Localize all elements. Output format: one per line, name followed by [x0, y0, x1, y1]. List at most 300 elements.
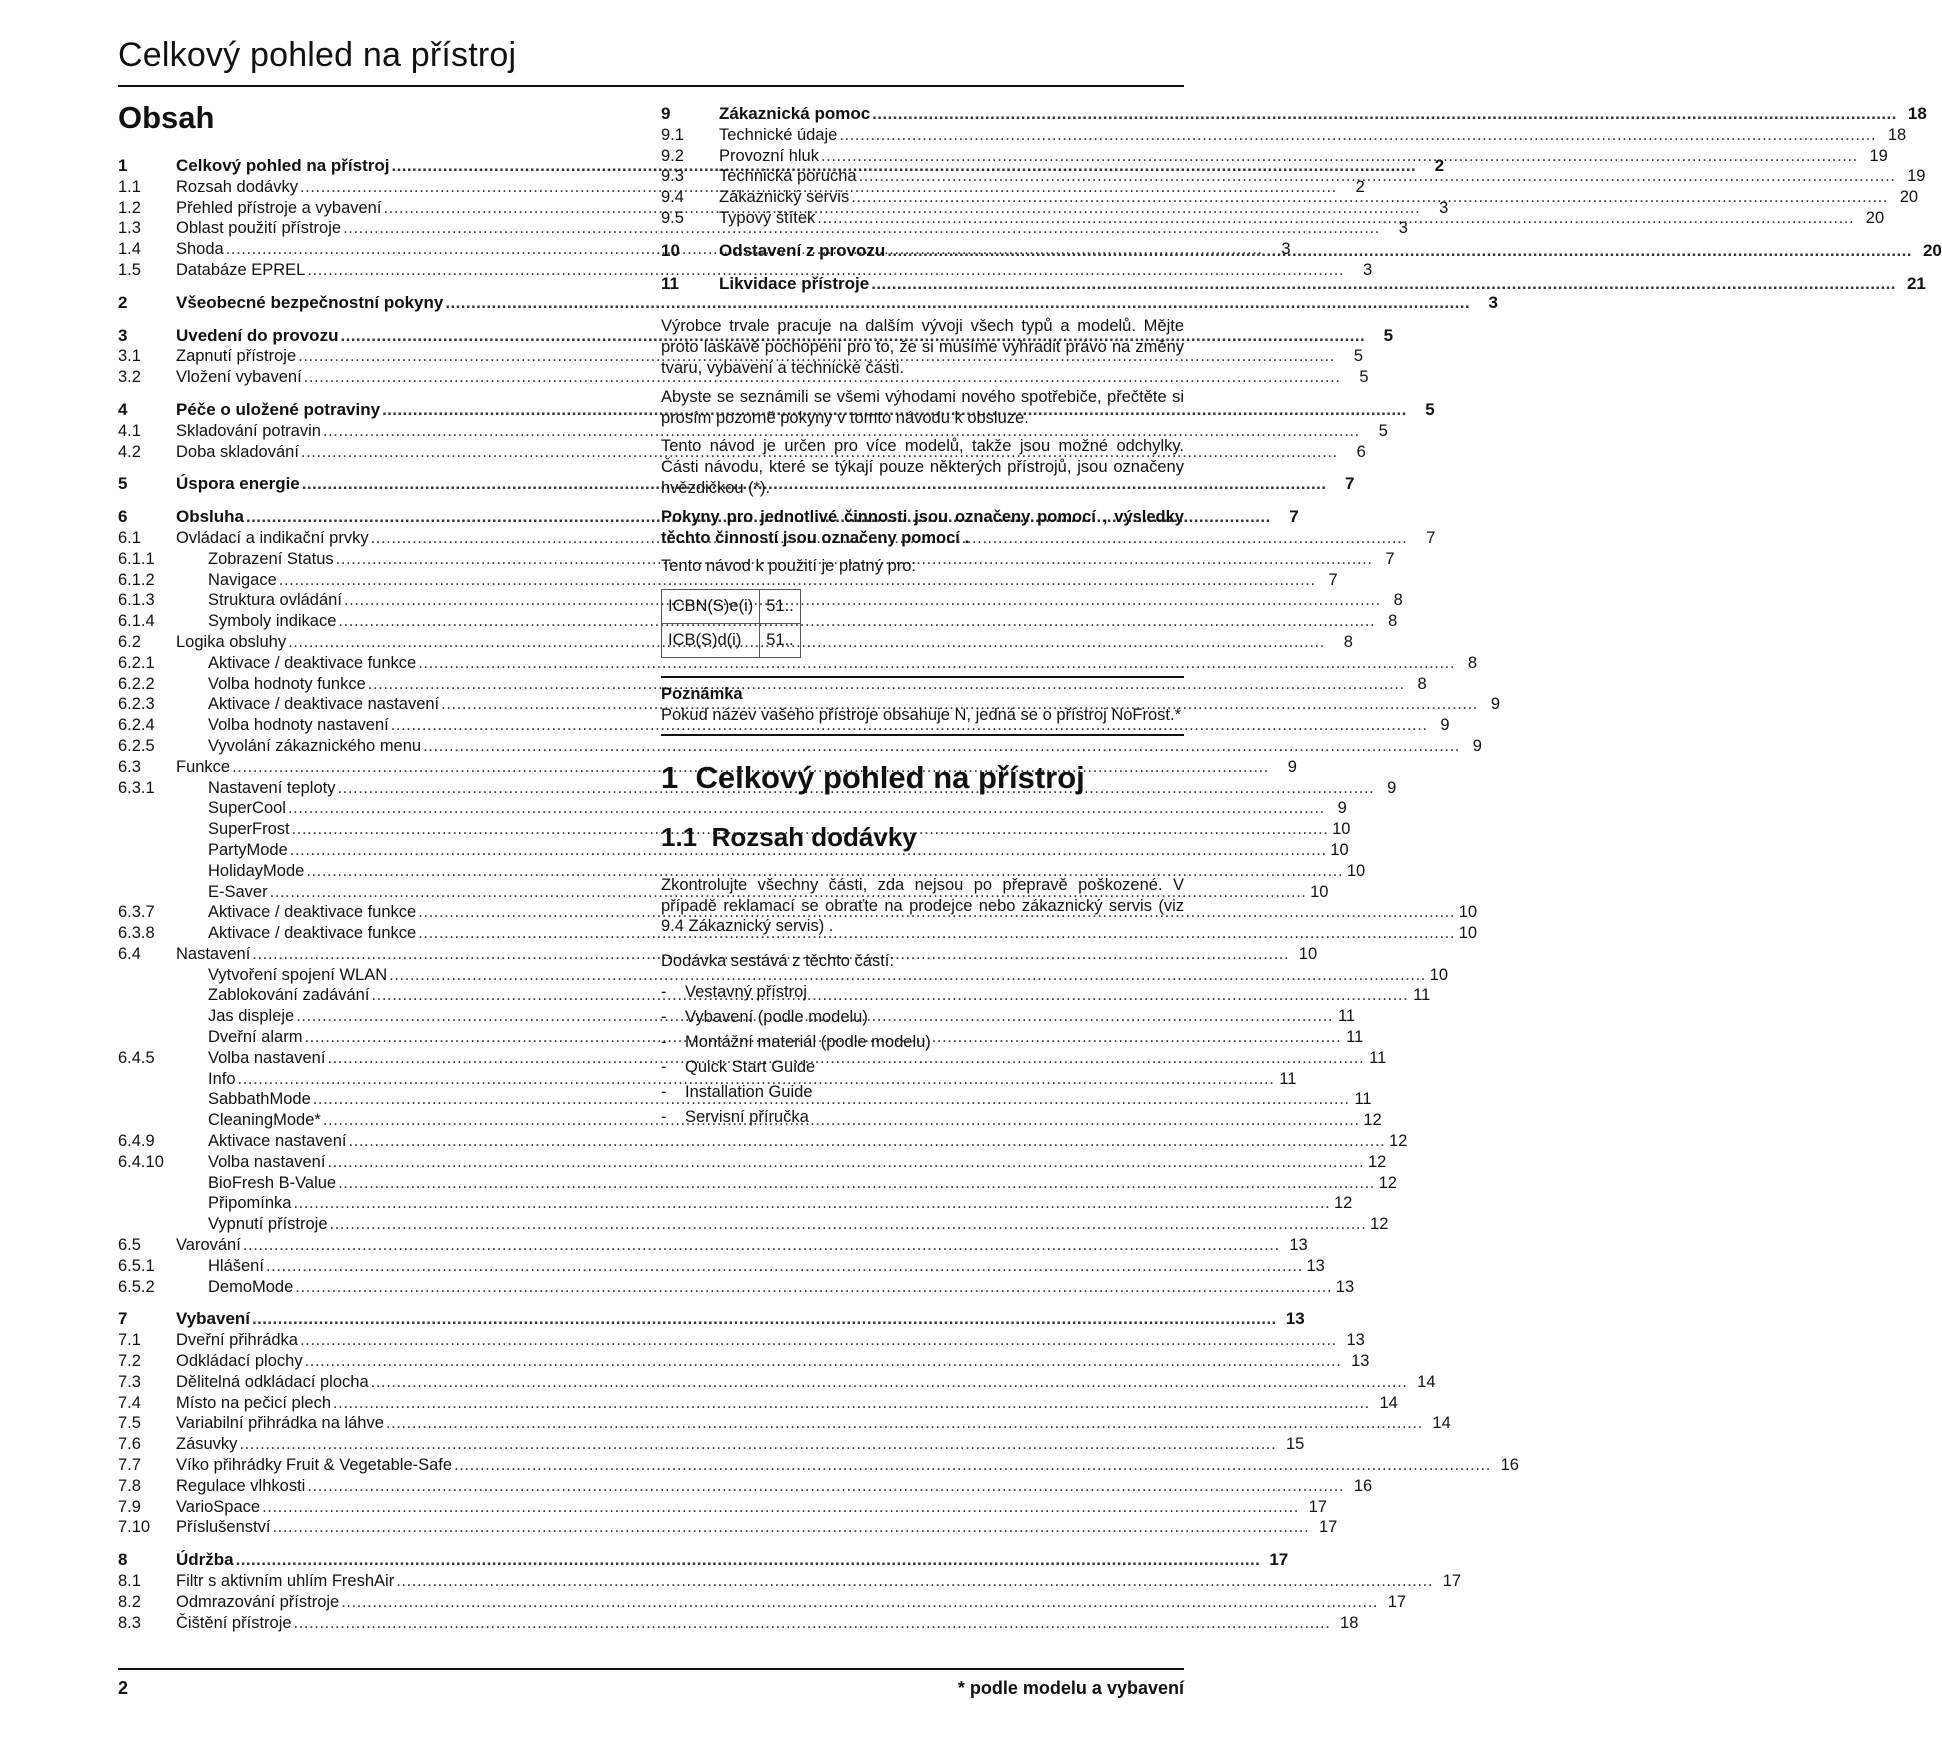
toc-entry-label: Všeobecné bezpečnostní pokyny — [176, 292, 444, 312]
toc-group — [118, 474, 1355, 495]
intro-paragraph-3: Tento návod je určen pro více modelů, takže jsou možné odchylky. Části návodu, které se týkají pouze některých přístrojů, jsou označeny hvězdičkou (*). — [661, 437, 1184, 497]
toc-entry[interactable] — [661, 104, 1927, 125]
toc-entry-label: Vypnutí přístroje — [208, 1215, 328, 1234]
toc-entry-label: Údržba — [176, 1550, 234, 1570]
toc-leader-dots — [300, 1330, 1337, 1351]
validity-row — [662, 590, 801, 624]
toc-entry-number: 8 — [118, 1550, 128, 1570]
list-dash: - — [661, 1057, 667, 1076]
toc-entry-page: 13 — [1351, 1352, 1370, 1371]
toc-entry-label: Vytvoření spojení WLAN — [208, 965, 388, 984]
toc-entry-page: 18 — [1907, 104, 1927, 123]
toc-entry-page: 20 — [1865, 208, 1885, 227]
toc-entry-label: Likvidace přístroje — [719, 273, 870, 293]
toc-entry-number: 6.1.3 — [118, 591, 155, 610]
toc-entry-page: 2 — [1355, 177, 1365, 196]
toc-entry[interactable] — [118, 1193, 1353, 1214]
toc-entry-label: SuperCool — [208, 799, 286, 818]
toc-entry-label: Struktura ovládání — [208, 591, 342, 610]
toc-entry-label: Místo na pečicí plech — [176, 1393, 331, 1412]
delivery-part-item — [661, 980, 1184, 1005]
list-dash: - — [661, 1107, 667, 1126]
toc-entry[interactable] — [118, 1330, 1365, 1351]
toc-entry-label: Oblast použití přístroje — [176, 219, 342, 238]
toc-entry-number: 3 — [118, 325, 128, 345]
toc-entry-page: 14 — [1417, 1372, 1436, 1391]
toc-leader-dots — [839, 125, 1876, 146]
toc-entry[interactable] — [661, 125, 1907, 146]
toc-entry-page: 14 — [1379, 1393, 1398, 1412]
toc-leader-dots — [266, 1256, 1303, 1277]
toc-entry-number: 7.8 — [118, 1476, 141, 1495]
toc-entry-page: 3 — [1439, 198, 1449, 217]
toc-entry[interactable] — [118, 1277, 1355, 1298]
toc-entry-number: 7.4 — [118, 1393, 141, 1412]
toc-entry[interactable] — [118, 653, 1478, 674]
toc-entry-label: Aktivace / deaktivace nastavení — [208, 695, 440, 714]
toc-leader-dots — [305, 1351, 1342, 1372]
toc-entry-page: 8 — [1343, 632, 1353, 651]
toc-entry[interactable] — [118, 1497, 1327, 1518]
toc-entry-label: Zásuvky — [176, 1435, 238, 1454]
delivery-part-label: Montážní materiál (podle modelu) — [685, 1032, 931, 1051]
toc-entry-number: 7 — [118, 1309, 128, 1329]
page-header — [118, 36, 1184, 87]
toc-entry-label: Shoda — [176, 240, 224, 259]
toc-entry-number: 3.1 — [118, 347, 141, 366]
toc-entry-page: 8 — [1417, 674, 1427, 693]
toc-entry-number: 5 — [118, 474, 128, 494]
toc-entry-label: Víko přihrádky Fruit & Vegetable-Safe — [176, 1456, 453, 1475]
toc-entry[interactable] — [118, 861, 1366, 882]
delivery-part-label: Vybavení (podle modelu) — [685, 1007, 868, 1026]
toc-entry-label: Nastavení — [176, 944, 251, 963]
toc-entry-label: Variabilní přihrádka na láhve — [176, 1414, 384, 1433]
toc-entry-page: 17 — [1269, 1550, 1289, 1570]
intro-paragraph-2: Abyste se seznámili se všemi výhodami nového spotřebiče, přečtěte si prosím pozorně pokyny v tomto návodu k obsluze. — [661, 387, 1184, 427]
toc-entry-number: 1 — [118, 156, 128, 175]
toc-entry-label: Čištění přístroje — [176, 1613, 292, 1632]
toc-entry-number: 6.4.10 — [118, 1152, 164, 1171]
toc-entry-label: Příslušenství — [176, 1518, 271, 1537]
toc-entry[interactable] — [118, 1413, 1451, 1434]
toc-entry-label: Dveřní alarm — [208, 1028, 303, 1047]
toc-entry-label: Typový štítek — [719, 208, 816, 227]
toc-leader-dots — [341, 1592, 1378, 1613]
toc-entry[interactable] — [118, 346, 1363, 367]
toc-entry-page: 17 — [1387, 1592, 1407, 1611]
toc-entry-label: Zákaznická pomoc — [719, 104, 871, 123]
toc-entry-number: 8.3 — [118, 1613, 141, 1632]
toc-entry-label: Databáze EPREL — [176, 260, 306, 279]
toc-entry[interactable] — [661, 187, 1919, 208]
toc-leader-dots — [887, 241, 1912, 262]
toc-leader-dots — [871, 274, 1896, 295]
toc-group — [661, 104, 1927, 229]
toc-leader-dots — [294, 1613, 1331, 1634]
toc-entry-number: 4 — [118, 399, 128, 419]
toc-entry[interactable] — [118, 1476, 1373, 1497]
toc-entry-number: 6.3 — [118, 757, 141, 776]
toc-entry-page: 15 — [1285, 1435, 1305, 1454]
toc-entry-page: 11 — [1354, 1090, 1372, 1109]
toc-entry-page: 16 — [1500, 1456, 1519, 1475]
toc-entry[interactable] — [118, 1393, 1398, 1414]
toc-entry-label: VarioSpace — [176, 1497, 261, 1516]
toc-leader-dots — [333, 1393, 1370, 1414]
toc-entry-page: 20 — [1899, 188, 1919, 207]
toc-leader-dots — [330, 1214, 1367, 1235]
toc-entry-number: 7.1 — [118, 1331, 141, 1350]
toc-entry-page: 7 — [1426, 528, 1436, 547]
toc-entry-page: 9 — [1440, 716, 1450, 735]
list-dash: - — [661, 1032, 667, 1051]
toc-entry-page: 12 — [1363, 1111, 1382, 1130]
toc-entry-page: 10 — [1332, 820, 1351, 839]
toc-entry-label: Obsluha — [176, 507, 245, 527]
toc-entry-number: 6.2.3 — [118, 695, 155, 714]
toc-entry[interactable] — [661, 240, 1942, 262]
toc-entry-number: 7.2 — [118, 1352, 141, 1371]
toc-leader-dots — [338, 1173, 1375, 1194]
toc-entry[interactable] — [118, 1069, 1297, 1090]
toc-entry-number: 7.9 — [118, 1497, 141, 1516]
toc-entry[interactable] — [118, 882, 1329, 903]
validity-model: ICBN(S)e(i) — [662, 590, 760, 624]
toc-heading: Obsah — [118, 100, 215, 135]
toc-entry-number: 6 — [118, 507, 128, 527]
toc-entry-page: 20 — [1922, 240, 1942, 260]
toc-entry-label: Filtr s aktivním uhlím FreshAir — [176, 1572, 395, 1590]
toc-entry[interactable] — [118, 1571, 1462, 1592]
toc-entry-number: 6.3.1 — [118, 778, 155, 797]
toc-entry-page: 6 — [1356, 442, 1366, 461]
toc-entry-page: 19 — [1869, 146, 1888, 165]
toc-entry[interactable] — [118, 1455, 1519, 1476]
toc-entry[interactable] — [118, 798, 1347, 819]
toc-entry-number: 9.2 — [661, 146, 684, 165]
toc-entry[interactable] — [118, 1613, 1359, 1634]
toc-entry-number: 11 — [661, 273, 679, 293]
toc-group — [118, 1309, 1519, 1538]
toc-entry-number: 6.2 — [118, 632, 141, 651]
toc-entry-label: PartyMode — [208, 840, 288, 859]
toc-entry[interactable] — [118, 1309, 1305, 1330]
toc-entry-number: 6.1.4 — [118, 612, 155, 631]
note-text: Pokud název vašeho přístroje obsahuje N, jedná se o přístroj NoFrost.* — [661, 705, 1182, 724]
toc-entry-number: 9.3 — [661, 167, 684, 186]
toc-entry-number: 6.5.2 — [118, 1277, 155, 1296]
toc-entry-label: DemoMode — [208, 1277, 294, 1296]
toc-leader-dots — [327, 1152, 1364, 1173]
toc-entry-number: 4.2 — [118, 442, 141, 461]
toc-entry-page: 5 — [1383, 325, 1394, 345]
delivery-paragraph-2: Dodávka sestává z těchto částí: — [661, 952, 894, 971]
toc-entry-page: 12 — [1389, 1132, 1408, 1151]
toc-entry-label: Provozní hluk — [719, 146, 819, 165]
footer-rule — [118, 1668, 1184, 1670]
toc-entry-label: CleaningMode* — [208, 1111, 321, 1130]
delivery-part-label: Servisní příručka — [685, 1107, 809, 1126]
list-dash: - — [661, 982, 667, 1001]
toc-entry-page: 18 — [1887, 125, 1907, 144]
toc-entry-page: 21 — [1906, 273, 1926, 293]
toc-entry-label: Vložení vybavení — [176, 368, 302, 387]
toc-entry[interactable] — [118, 736, 1482, 757]
toc-entry-label: Zapnutí přístroje — [176, 347, 297, 366]
toc-entry-page: 9 — [1490, 695, 1500, 714]
list-dash: - — [661, 1007, 667, 1026]
delivery-part-label: Vestavný přístroj — [685, 982, 807, 1001]
toc-entry-number: 6.2.4 — [118, 716, 155, 735]
toc-entry-page: 10 — [1330, 840, 1349, 859]
delivery-paragraph-1: Zkontrolujte všechny části, zda nejsou po přepravě poškozené. V případě reklamací se obraťte na prodejce nebo zákaznický servis (viz 9.4 Zákaznický servis) . — [661, 875, 1184, 936]
toc-entry[interactable] — [661, 146, 1888, 167]
toc-entry-page: 10 — [1458, 924, 1478, 943]
toc-entry[interactable] — [118, 965, 1448, 986]
toc-entry-number: 6.4.5 — [118, 1048, 155, 1067]
intro-paragraph-4: Pokyny pro jednotlivé činnosti jsou označeny pomocí , výsledky těchto činností jsou označeny pomocí . — [661, 507, 1184, 547]
page-footer — [118, 1668, 1184, 1699]
toc-entry-page: 18 — [1340, 1613, 1359, 1632]
toc-entry-label: Odstavení z provozu — [719, 240, 886, 260]
toc-leader-dots — [236, 1550, 1261, 1571]
toc-entry-page: 11 — [1413, 986, 1431, 1005]
toc-entry[interactable] — [118, 1173, 1397, 1194]
toc-entry-page: 12 — [1333, 1194, 1353, 1213]
toc-entry-number: 3.2 — [118, 368, 141, 387]
page-number: 2 — [118, 1678, 129, 1698]
toc-entry-number: 1.3 — [118, 219, 141, 238]
toc-entry[interactable] — [118, 1517, 1338, 1538]
toc-entry-page: 12 — [1370, 1215, 1389, 1234]
toc-group — [661, 240, 1942, 262]
toc-entry-label: Aktivace / deaktivace funkce — [208, 653, 417, 672]
toc-entry-page: 9 — [1387, 778, 1397, 797]
toc-group — [118, 1550, 1462, 1633]
toc-entry-number: 9.5 — [661, 208, 684, 227]
footer-note: * podle modelu a vybavení — [957, 1678, 1184, 1698]
page-title: Celkový pohled na přístroj — [118, 36, 517, 74]
toc-entry-page: 9 — [1337, 799, 1347, 818]
toc-entry-number: 6.4 — [118, 944, 141, 963]
toc-entry-label: Zákaznický servis — [719, 188, 850, 207]
toc-entry[interactable] — [118, 325, 1394, 347]
toc-entry-label: Volba hodnoty funkce — [208, 674, 366, 693]
toc-entry-page: 10 — [1310, 882, 1329, 901]
toc-entry[interactable] — [118, 1131, 1408, 1152]
toc-entry-page: 10 — [1346, 861, 1366, 880]
toc-entry-number: 6.1 — [118, 528, 141, 547]
toc-entry-page: 9 — [1472, 736, 1482, 755]
delivery-part-item — [661, 1105, 1184, 1130]
toc-entry-number: 7.7 — [118, 1456, 141, 1475]
toc-entry-label: Zobrazení Status — [208, 549, 334, 568]
toc-entry-label: Zablokování zadávání — [208, 986, 370, 1005]
toc-entry-page: 11 — [1279, 1069, 1297, 1088]
toc-entry-label: Ovládací a indikační prvky — [176, 528, 369, 547]
toc-entry-page: 14 — [1432, 1414, 1451, 1433]
toc-leader-dots — [396, 1571, 1433, 1592]
toc-entry[interactable] — [118, 1152, 1387, 1173]
toc-entry-page: 5 — [1359, 368, 1369, 387]
toc-entry-page: 8 — [1393, 591, 1403, 610]
delivery-part-label: Quick Start Guide — [685, 1057, 816, 1076]
toc-entry-label: Technická porucha — [719, 167, 857, 186]
toc-entry[interactable] — [118, 840, 1349, 861]
toc-entry-label: Celkový pohled na přístroj — [176, 156, 390, 175]
toc-entry-page: 12 — [1367, 1152, 1387, 1171]
toc-leader-dots — [872, 104, 1897, 125]
toc-right-list — [661, 104, 1942, 294]
delivery-part-item — [661, 1055, 1184, 1080]
toc-entry[interactable] — [661, 208, 1885, 229]
toc-entry[interactable] — [118, 421, 1388, 442]
toc-entry[interactable] — [118, 260, 1373, 281]
toc-entry-number: 1.1 — [118, 177, 141, 196]
toc-entry-label: BioFresh B-Value — [208, 1173, 337, 1192]
toc-leader-dots — [851, 187, 1888, 208]
toc-entry[interactable] — [118, 923, 1478, 944]
toc-entry-page: 8 — [1388, 612, 1398, 631]
toc-entry-page: 7 — [1344, 474, 1355, 494]
toc-entry-label: Péče o uložené potraviny — [176, 399, 381, 419]
toc-leader-dots — [307, 1476, 1344, 1497]
toc-entry-number: 6.1.2 — [118, 570, 155, 589]
toc-entry-label: Volba nastavení — [208, 1048, 326, 1067]
toc-entry[interactable] — [118, 778, 1397, 799]
toc-leader-dots — [243, 1235, 1280, 1256]
toc-entry-label: Úspora energie — [176, 474, 300, 494]
toc-entry-page: 7 — [1385, 549, 1395, 568]
toc-entry-label: Symboly indikace — [208, 612, 337, 631]
toc-leader-dots — [349, 1131, 1386, 1152]
toc-entry-label: Odkládací plochy — [176, 1352, 303, 1371]
toc-entry-number: 7.6 — [118, 1435, 141, 1454]
toc-entry-number: 9 — [661, 104, 671, 123]
toc-entry-label: Odmrazování přístroje — [176, 1592, 340, 1611]
toc-entry[interactable] — [118, 218, 1408, 239]
toc-entry[interactable] — [118, 1235, 1308, 1256]
toc-entry-number: 6.3.7 — [118, 903, 155, 922]
toc-entry-label: Logika obsluhy — [176, 632, 287, 651]
toc-entry[interactable] — [118, 1351, 1370, 1372]
toc-entry[interactable] — [661, 166, 1926, 187]
toc-entry[interactable] — [118, 902, 1478, 923]
delivery-part-item — [661, 1080, 1184, 1105]
subsection-heading: 1.1 Rozsah dodávky — [661, 821, 917, 852]
toc-leader-dots — [371, 1372, 1408, 1393]
intro-paragraph-5: Tento návod k použití je platný pro: — [661, 557, 916, 576]
toc-entry-number: 6.2.2 — [118, 674, 155, 693]
toc-entry-number: 6.1.1 — [118, 549, 155, 568]
toc-entry-label: Dveřní přihrádka — [176, 1331, 298, 1350]
toc-entry[interactable] — [118, 715, 1450, 736]
toc-entry-number: 7.10 — [118, 1518, 151, 1537]
toc-entry-number: 1.4 — [118, 240, 141, 259]
toc-entry-label: Hlášení — [208, 1256, 264, 1275]
toc-entry-page: 13 — [1346, 1331, 1365, 1350]
toc-entry[interactable] — [661, 273, 1926, 295]
note-box — [661, 676, 1184, 736]
toc-entry[interactable] — [118, 611, 1398, 632]
toc-entry[interactable] — [118, 474, 1355, 495]
toc-entry-label: Přehled přístroje a vybavení — [176, 198, 382, 217]
toc-entry-label: Info — [208, 1069, 236, 1088]
toc-entry-page: 10 — [1429, 965, 1448, 984]
toc-entry-page: 16 — [1353, 1476, 1373, 1495]
toc-leader-dots — [295, 1277, 1332, 1298]
toc-entry-page: 7 — [1289, 507, 1299, 527]
toc-entry-page: 3 — [1488, 292, 1498, 312]
toc-entry-label: Vyvolání zákaznického menu — [208, 736, 422, 755]
toc-entry-page: 13 — [1285, 1309, 1305, 1329]
toc-leader-dots — [817, 208, 1854, 229]
toc-leader-dots — [859, 166, 1896, 187]
delivery-part-item — [661, 1030, 1184, 1055]
toc-entry[interactable] — [118, 1434, 1305, 1455]
validity-series: 51.. — [760, 590, 801, 624]
delivery-part-label: Installation Guide — [685, 1082, 813, 1101]
toc-leader-dots — [386, 1413, 1423, 1434]
toc-entry-label: Aktivace / deaktivace funkce — [208, 924, 417, 943]
toc-entry-number: 8.2 — [118, 1592, 141, 1611]
toc-entry-page: 13 — [1306, 1256, 1325, 1275]
toc-entry-number: 7.3 — [118, 1372, 141, 1391]
toc-entry[interactable] — [118, 367, 1369, 388]
toc-entry[interactable] — [118, 570, 1338, 591]
toc-leader-dots — [454, 1455, 1491, 1476]
toc-entry-number: 9.1 — [661, 125, 684, 144]
toc-entry-page: 2 — [1434, 156, 1445, 175]
toc-entry-page: 11 — [1337, 1007, 1356, 1026]
toc-entry-page: 17 — [1308, 1497, 1327, 1516]
toc-entry[interactable] — [118, 1592, 1407, 1613]
toc-entry-page: 5 — [1378, 421, 1388, 440]
toc-entry-number: 6.5.1 — [118, 1256, 155, 1275]
toc-entry-label: Doba skladování — [176, 442, 299, 461]
toc-entry-label: Aktivace nastavení — [208, 1132, 347, 1151]
toc-entry-number: 10 — [661, 240, 680, 260]
toc-entry-label: Vybavení — [176, 1309, 251, 1329]
toc-entry[interactable] — [118, 1372, 1436, 1393]
toc-entry-label: Volba hodnoty nastavení — [208, 716, 389, 735]
toc-leader-dots — [239, 1434, 1276, 1455]
intro-paragraph-1: Výrobce trvale pracuje na dalším vývoji všech typů a modelů. Mějte proto laskavě pochopení pro to, že si musíme vyhradit právo na změny tvaru, vybavení a technické části. — [661, 317, 1184, 377]
toc-entry-page: 5 — [1353, 347, 1363, 366]
toc-entry-page: 8 — [1467, 653, 1478, 672]
toc-entry[interactable] — [118, 1256, 1325, 1277]
toc-leader-dots — [262, 1497, 1299, 1518]
toc-entry-label: Varování — [176, 1236, 241, 1255]
toc-entry-label: Aktivace / deaktivace funkce — [208, 903, 417, 922]
toc-entry-number: 6.4.9 — [118, 1132, 155, 1151]
toc-entry[interactable] — [118, 1214, 1389, 1235]
toc-entry-page: 10 — [1458, 903, 1478, 922]
toc-entry[interactable] — [118, 528, 1436, 549]
toc-entry-number: 6.2.1 — [118, 653, 155, 672]
toc-entry[interactable] — [118, 292, 1498, 314]
toc-entry-label: HolidayMode — [208, 861, 305, 880]
toc-entry-number: 9.4 — [661, 188, 684, 207]
toc-entry-number: 6.5 — [118, 1236, 141, 1255]
toc-entry-label: SabbathMode — [208, 1090, 311, 1109]
toc-entry[interactable] — [118, 442, 1366, 463]
toc-entry[interactable] — [118, 1550, 1289, 1571]
toc-entry-page: 19 — [1907, 167, 1926, 186]
header-rule — [118, 85, 1184, 87]
section-heading: 1 Celkový pohled na přístroj — [661, 759, 1085, 795]
